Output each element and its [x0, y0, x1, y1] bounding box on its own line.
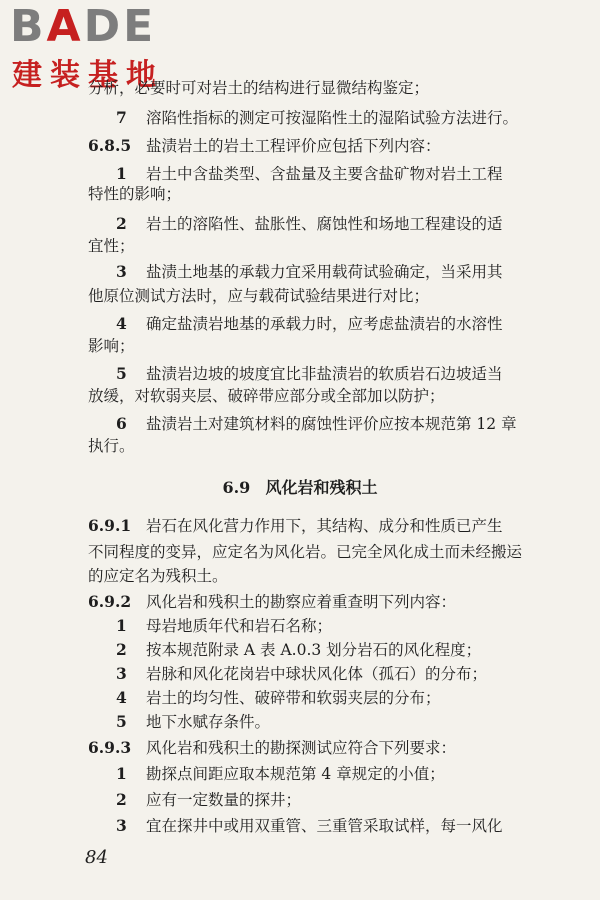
document-page: BADE 建装基地 分析，必要时可对岩土的结构进行显微结构鉴定； 7 溶陷性指标的测定可按湿陷性土的湿陷试验方法进行。 6.8.5 盐渍岩土的岩土工程评价应包括下列内容： 1 岩土中含盐类型、含盐量及主要含盐矿物对岩土工程 特性的影响； 2 岩土的溶陷性、盐胀性、腐蚀性和场地工程建设的适 宜性； 3 盐渍土地基的承载力宜采用载荷试验确定，当采用其 他原位测试方法时，应与载荷试验结果进行对比； 4 确定盐渍岩地基的承载力时，应考虑盐渍岩的水溶性 影响； 5 盐渍岩边坡的坡度宜比非盐渍岩的软质岩石边坡适当 放缓，对软弱夹层、破碎带应部分或全部加以防护； 6 盐渍岩土对建筑材料的腐蚀性评价应按本规范第 12 章 执行。 6.9 风化岩和残积土 6.9.1 岩石在风化营力作用下，其结构、成分和性质已产生 不同程度的变异，应定名为风化岩。已完全风化成土而未经搬运 的应定名为残积土。 6.9.2 风化岩和残积土的勘察应着重查明下列内容： 1 母岩地质年代和岩石名称； 2 按本规范附录 A 表 A.0.3 划分岩石的风化程度； 3 岩脉和风化花岗岩中球状风化体（孤石）的分布； 4 岩土的均匀性、破碎带和软弱夹层的分布； 5 地下水赋存条件。 6.9.3 风化岩和残积土的勘探测试应符合下列要求： 1 勘探点间距应取本规范第 4 章规定的小值； 2 应有一定数量的探井； 3 宜在探井中或用双重管、三重管采取试样，每一风化 84 — [0, 0, 600, 900]
logo-subtitle: 建装基地 — [12, 58, 164, 93]
page-number: 84 — [85, 847, 108, 868]
section-heading: 6.9 风化岩和残积土 — [222, 478, 378, 497]
logo-wordmark: BADE — [10, 1, 157, 52]
